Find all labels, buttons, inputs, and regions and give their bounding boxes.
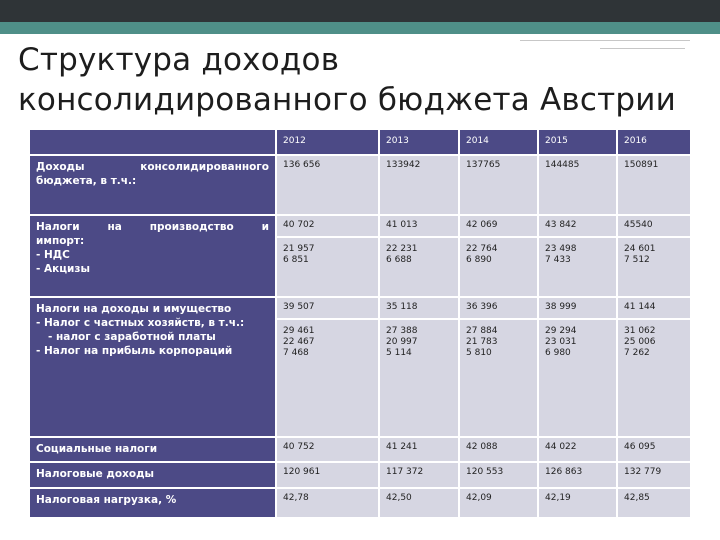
table-header-row (29, 129, 691, 155)
sub-value: 21 957 (283, 244, 315, 254)
sub-value: 23 031 (545, 337, 577, 347)
header-empty-cell (29, 129, 276, 155)
row-label-line: - Налог на прибыль корпораций (36, 345, 233, 357)
value-cell: 120 961 (276, 462, 379, 488)
value-cell: 42,50 (379, 488, 459, 518)
sub-value: 6 980 (545, 348, 571, 358)
sub-value: 6 851 (283, 255, 309, 265)
sub-value-cell (379, 237, 459, 297)
sub-value: 23 498 (545, 244, 577, 254)
value-cell: 42,85 (617, 488, 691, 518)
header-year: 2015 (538, 129, 617, 155)
sub-value: 25 006 (624, 337, 656, 347)
sub-value: 7 512 (624, 255, 650, 265)
slide-title-line-2: консолидированного бюджета Австрии (18, 82, 676, 118)
slide-title (18, 40, 708, 120)
value-cell: 41 144 (617, 297, 691, 319)
sub-value: 7 433 (545, 255, 571, 265)
value-cell: 40 702 (276, 215, 379, 237)
value-cell: 42,78 (276, 488, 379, 518)
sub-value-cell (379, 319, 459, 437)
row-label (29, 297, 276, 437)
value-cell: 132 779 (617, 462, 691, 488)
row-label-line: импорт: (36, 235, 85, 247)
sub-value: 5 114 (386, 348, 412, 358)
header-bar-accent (0, 22, 720, 34)
sub-value-cell (459, 237, 538, 297)
sub-value: 22 231 (386, 244, 418, 254)
sub-value-cell (538, 319, 617, 437)
sub-value: 27 884 (466, 326, 498, 336)
sub-value: 6 688 (386, 255, 412, 265)
value-cell: 35 118 (379, 297, 459, 319)
value-cell: 42 069 (459, 215, 538, 237)
row-label (29, 215, 276, 297)
value-cell: 41 013 (379, 215, 459, 237)
value-cell: 136 656 (276, 155, 379, 215)
table-row (29, 488, 691, 518)
row-label-line: Доходы консолидированного (36, 161, 269, 173)
row-label-line: - Акцизы (36, 263, 91, 275)
value-cell: 45540 (617, 215, 691, 237)
value-cell: 133942 (379, 155, 459, 215)
value-cell: 150891 (617, 155, 691, 215)
row-label-line: - Налог с частных хозяйств, в т.ч.: (36, 317, 245, 329)
table-row (29, 215, 691, 237)
sub-value: 7 262 (624, 348, 650, 358)
row-label (29, 155, 276, 215)
value-cell: 39 507 (276, 297, 379, 319)
value-cell: 38 999 (538, 297, 617, 319)
value-cell: 43 842 (538, 215, 617, 237)
row-label-line: - НДС (36, 249, 70, 261)
row-label: Социальные налоги (29, 437, 276, 462)
table-row (29, 462, 691, 488)
value-cell: 144485 (538, 155, 617, 215)
sub-value: 22 467 (283, 337, 315, 347)
value-cell: 41 241 (379, 437, 459, 462)
table-row (29, 297, 691, 319)
value-cell: 42 088 (459, 437, 538, 462)
sub-value: 5 810 (466, 348, 492, 358)
value-cell: 44 022 (538, 437, 617, 462)
header-year: 2013 (379, 129, 459, 155)
budget-revenue-table (28, 128, 692, 519)
value-cell: 42,19 (538, 488, 617, 518)
header-year: 2014 (459, 129, 538, 155)
sub-value-cell (617, 237, 691, 297)
sub-value: 29 294 (545, 326, 577, 336)
table-row (29, 155, 691, 215)
value-cell: 36 396 (459, 297, 538, 319)
value-cell: 40 752 (276, 437, 379, 462)
value-cell: 137765 (459, 155, 538, 215)
row-label: Налоговая нагрузка, % (29, 488, 276, 518)
sub-value-cell (617, 319, 691, 437)
row-label-line: Налоги на доходы и имущество (36, 303, 232, 315)
sub-value: 29 461 (283, 326, 315, 336)
row-label-line: - налог с заработной платы (48, 331, 216, 343)
sub-value: 31 062 (624, 326, 656, 336)
sub-value: 22 764 (466, 244, 498, 254)
value-cell: 120 553 (459, 462, 538, 488)
sub-value-cell (276, 237, 379, 297)
table-row (29, 437, 691, 462)
sub-value: 6 890 (466, 255, 492, 265)
header-year: 2016 (617, 129, 691, 155)
header-bar-dark (0, 0, 720, 22)
row-label: Налоговые доходы (29, 462, 276, 488)
value-cell: 42,09 (459, 488, 538, 518)
value-cell: 46 095 (617, 437, 691, 462)
sub-value: 7 468 (283, 348, 309, 358)
sub-value: 21 783 (466, 337, 498, 347)
sub-value: 27 388 (386, 326, 418, 336)
row-label-line: бюджета, в т.ч.: (36, 175, 137, 187)
sub-value-cell (459, 319, 538, 437)
sub-value-cell (538, 237, 617, 297)
slide-title-line-1: Структура доходов (18, 42, 340, 78)
value-cell: 126 863 (538, 462, 617, 488)
header-year: 2012 (276, 129, 379, 155)
sub-value: 24 601 (624, 244, 656, 254)
row-label-line: Налоги на производство и (36, 221, 269, 233)
sub-value-cell (276, 319, 379, 437)
value-cell: 117 372 (379, 462, 459, 488)
sub-value: 20 997 (386, 337, 418, 347)
